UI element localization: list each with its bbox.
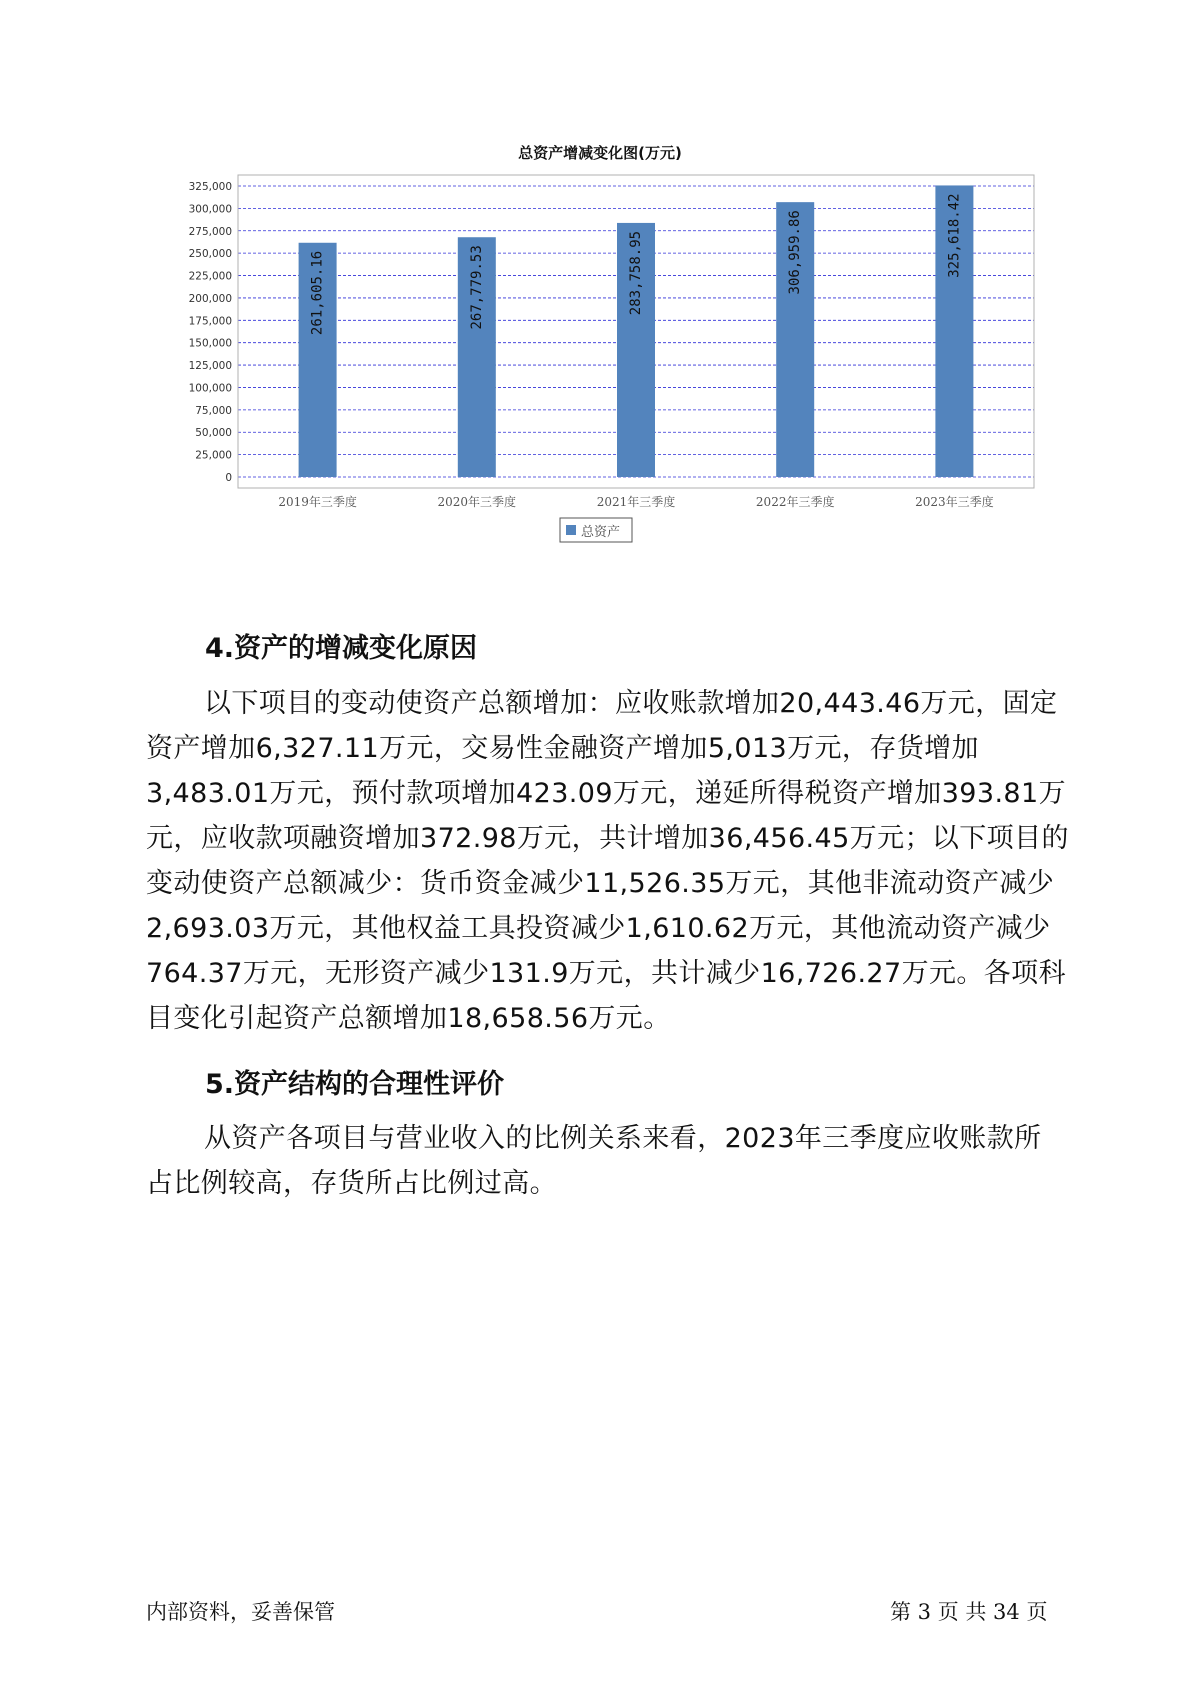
bar-data-label: 283,758.95	[628, 230, 644, 316]
bar-data-label: 325,618.42	[946, 193, 963, 278]
total-assets-bar-chart	[140, 136, 1060, 596]
section-5-line: 占比例较高，存货所占比例过高。	[146, 1168, 557, 1199]
chart-legend	[560, 518, 632, 542]
legend-swatch	[566, 525, 576, 535]
bar-data-label: 306,959.86	[787, 210, 804, 295]
section-4-line: 元，应收款项融资增加372.98万元，共计增加36,456.45万元；以下项目的	[146, 823, 1069, 854]
x-tick-label: 2022年三季度	[755, 495, 835, 509]
section-4-line: 3,483.01万元，预付款项增加423.09万元，递延所得税资产增加393.81万	[146, 778, 1066, 809]
y-tick-label: 125,000	[188, 360, 232, 373]
y-tick-label: 175,000	[188, 315, 232, 328]
y-tick-label: 75,000	[195, 404, 232, 417]
section-4-line: 资产增加6,327.11万元，交易性金融资产增加5,013万元，存货增加	[146, 733, 979, 764]
section-4-heading: 4.资产的增减变化原因	[205, 633, 478, 664]
footer-page-number: 第 3 页 共 34 页	[890, 1600, 1048, 1624]
bar-data-label: 267,779.53	[468, 245, 485, 330]
chart-title: 总资产增减变化图(万元)	[518, 144, 682, 162]
y-tick-label: 150,000	[188, 337, 232, 350]
y-tick-label: 25,000	[195, 449, 232, 462]
section-4-line: 目变化引起资产总额增加18,658.56万元。	[146, 1003, 671, 1034]
y-tick-label: 0	[225, 472, 232, 484]
section-4-line: 764.37万元，无形资产减少131.9万元，共计减少16,726.27万元。各项科	[146, 958, 1066, 989]
legend-label: 总资产	[581, 525, 621, 540]
y-tick-label: 325,000	[188, 181, 232, 193]
x-tick-label: 2020年三季度	[437, 495, 517, 509]
x-tick-label: 2019年三季度	[278, 495, 357, 509]
x-tick-label: 2021年三季度	[596, 495, 676, 509]
x-axis-ticks	[278, 494, 993, 509]
y-axis-ticks	[189, 181, 232, 484]
y-tick-label: 250,000	[188, 248, 232, 261]
x-tick-label: 2023年三季度	[915, 495, 994, 509]
y-tick-label: 225,000	[188, 270, 232, 283]
y-tick-label: 275,000	[188, 225, 232, 238]
bar-data-label: 261,605.16	[309, 250, 326, 336]
section-4-line: 2,693.03万元，其他权益工具投资减少1,610.62万元，其他流动资产减少	[146, 913, 1051, 944]
section-4-line: 变动使资产总额减少：货币资金减少11,526.35万元，其他非流动资产减少	[146, 868, 1055, 899]
y-tick-label: 50,000	[195, 427, 232, 440]
y-tick-label: 200,000	[188, 292, 232, 305]
section-5-line: 从资产各项目与营业收入的比例关系来看，2023年三季度应收账款所	[204, 1123, 1042, 1154]
section-4-line: 以下项目的变动使资产总额增加：应收账款增加20,443.46万元，固定	[204, 688, 1058, 719]
footer-confidential-note: 内部资料，妥善保管	[146, 1600, 335, 1624]
chart-bars	[299, 185, 974, 477]
section-4-paragraph	[146, 681, 1069, 1041]
section-5-heading: 5.资产结构的合理性评价	[205, 1069, 505, 1100]
section-5-paragraph	[146, 1116, 1066, 1206]
y-tick-label: 300,000	[188, 203, 232, 216]
y-tick-label: 100,000	[188, 382, 232, 395]
